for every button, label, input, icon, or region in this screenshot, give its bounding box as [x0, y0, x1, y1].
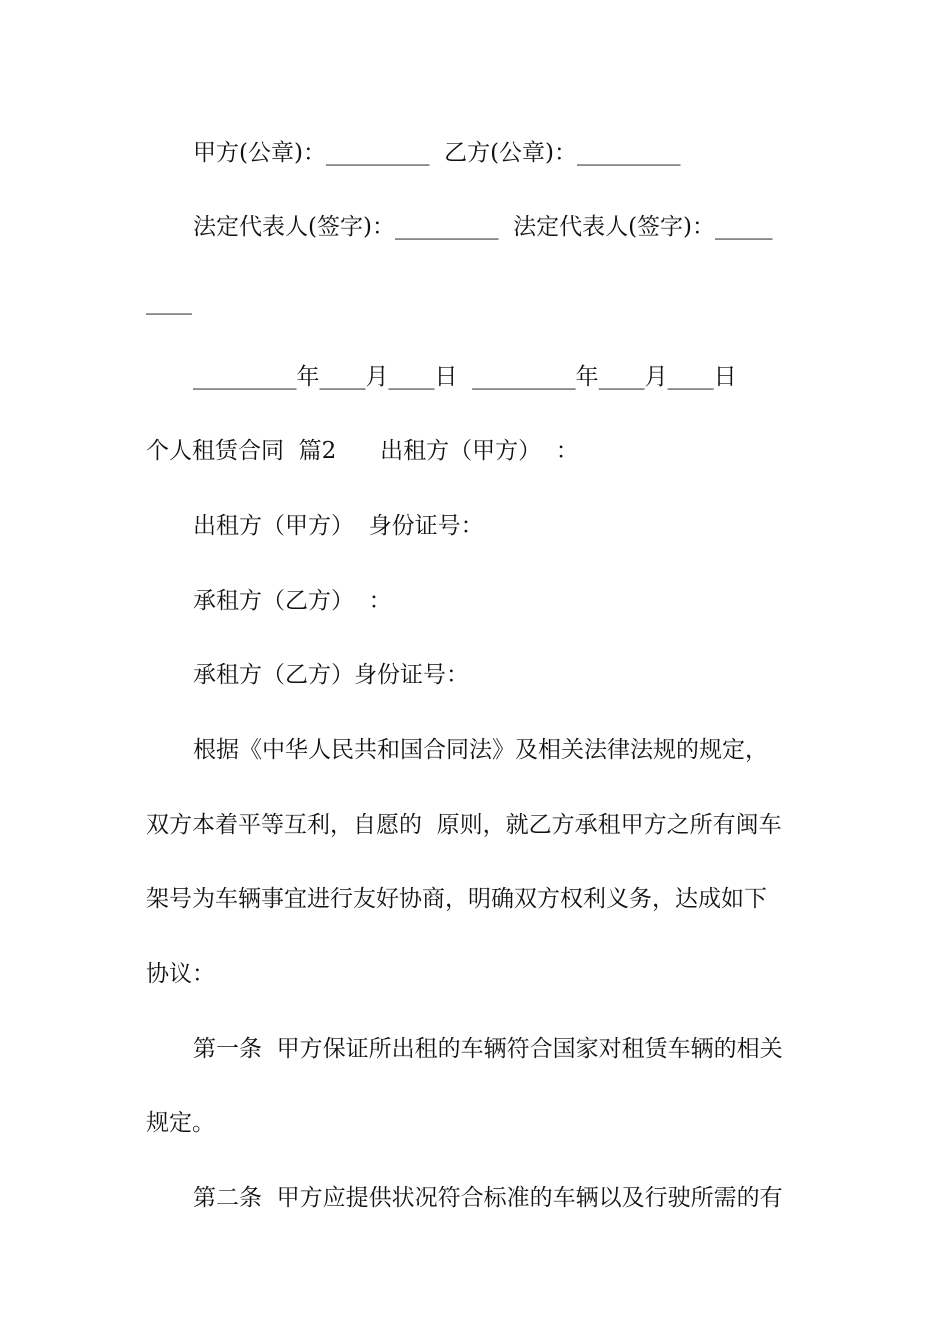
article-2-line-1: 第二条 甲方应提供状况符合标准的车辆以及行驶所需的有 [193, 1185, 783, 1211]
signature-line-seal: 甲方(公章)：_________ 乙方(公章)：_________ [193, 140, 681, 166]
paragraph-preamble-4: 协议： [146, 961, 215, 987]
paragraph-preamble-1: 根据《中华人民共和国合同法》及相关法律法规的规定， [193, 737, 768, 763]
article-1-line-2: 规定。 [146, 1110, 215, 1136]
date-line: _________年____月____日 _________年____月____日 [193, 364, 737, 390]
signature-line-representative: 法定代表人(签字)：_________ 法定代表人(签字)：_____ [193, 214, 773, 240]
paragraph-preamble-3: 架号为车辆事宜进行友好协商，明确双方权利义务，达成如下 [146, 886, 767, 912]
lessee-line: 承租方（乙方） ： [193, 588, 392, 614]
signature-line-continuation: ____ [146, 289, 192, 315]
lessor-id-line: 出租方（甲方） 身份证号： [193, 513, 484, 539]
article-1-line-1: 第一条 甲方保证所出租的车辆符合国家对租赁车辆的相关 [193, 1036, 783, 1062]
lessee-id-line: 承租方（乙方）身份证号： [193, 662, 469, 688]
paragraph-preamble-2: 双方本着平等互利，自愿的 原则，就乙方承租甲方之所有闽车 [146, 812, 782, 838]
contract-title-line: 个人租赁合同 篇2 出租方（甲方） ： [146, 438, 579, 464]
